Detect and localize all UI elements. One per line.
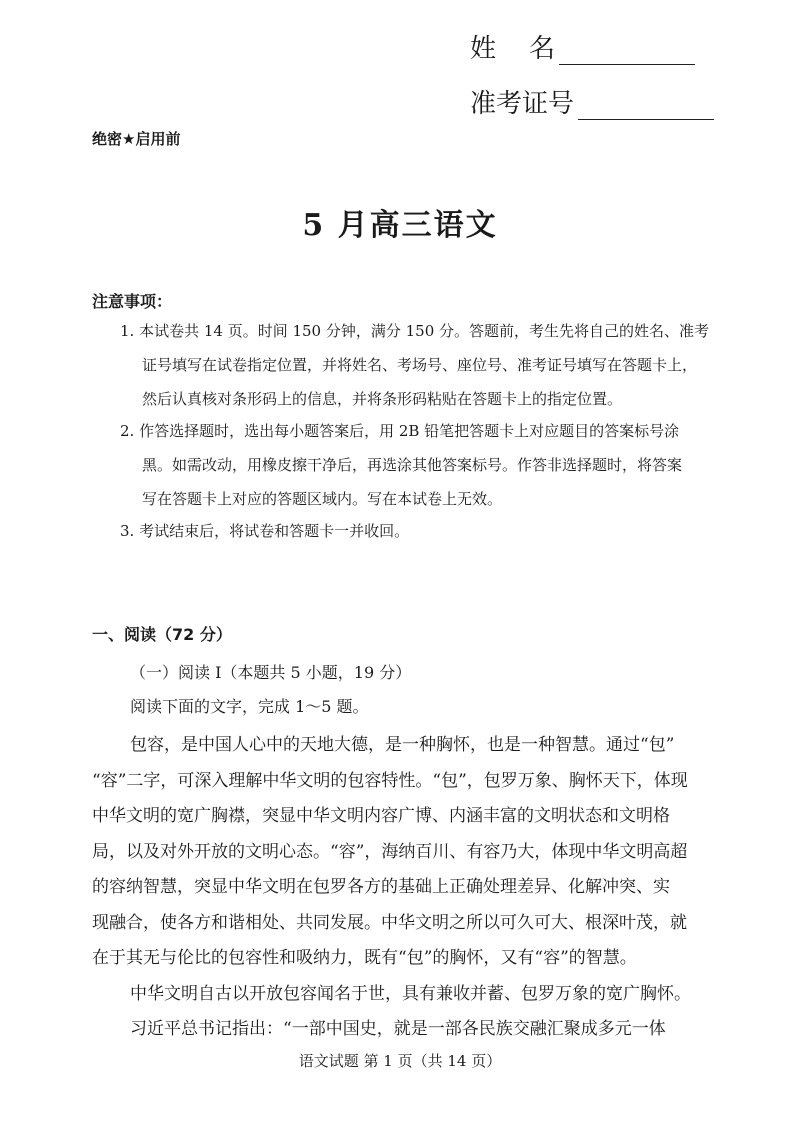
passage-line: 习近平总书记指出：“一部中国史，就是一部各民族交融汇聚成多元一体 xyxy=(130,1019,666,1039)
reading-instruction: 阅读下面的文字，完成 1～5 题。 xyxy=(130,697,369,716)
name-field[interactable] xyxy=(470,28,695,65)
note-line: 证号填写在试卷指定位置，并将姓名、考场号、座位号、准考证号填写在答题卡上， xyxy=(142,356,698,374)
passage-line: 中华文明的宽广胸襟，突显中华文明内容广博、内涵丰富的文明状态和文明格 xyxy=(92,806,670,826)
section-heading: 一、阅读（72 分） xyxy=(92,625,232,644)
note-line: 3. 考试结束后，将试卷和答题卡一并收回。 xyxy=(120,522,410,540)
page-footer: 语文试题 第 1 页（共 14 页） xyxy=(298,1052,502,1070)
passage-line: 中华文明自古以开放包容闻名于世，具有兼收并蓄、包罗万象的宽广胸怀。 xyxy=(130,983,691,1004)
reading-passage xyxy=(92,728,714,1048)
passage-line: 现融合，使各方和谐相处、共同发展。中华文明之所以可久可大、根深叶茂，就 xyxy=(92,912,687,933)
subsection-heading: （一）阅读 Ⅰ（本题共 5 小题，19 分） xyxy=(130,663,412,682)
passage-line: 在于其无与伦比的包容性和吸纳力，既有“包”的胸怀，又有“容”的智慧。 xyxy=(92,948,637,968)
exam-id-blank-line[interactable] xyxy=(578,95,714,120)
name-label: 姓 名 xyxy=(470,34,556,64)
passage-line: 的容纳智慧，突显中华文明在包罗各方的基础上正确处理差异、化解冲突、实 xyxy=(92,877,670,897)
note-line: 写在答题卡上对应的答题区域内。写在本试卷上无效。 xyxy=(142,490,503,508)
name-blank-line[interactable] xyxy=(559,40,695,65)
passage-line: 包容，是中国人心中的天地大德，是一种胸怀，也是一种智慧。通过“包” xyxy=(130,735,675,755)
note-line: 2. 作答选择题时，选出每小题答案后，用 2B 铅笔把答题卡上对应题目的答案标号涂 xyxy=(120,422,680,440)
page-title: 5 月高三语文 xyxy=(302,208,498,243)
exam-id-field[interactable] xyxy=(470,83,714,120)
passage-line: “容”二字，可深入理解中华文明的包容特性。“包”，包罗万象、胸怀天下，体现 xyxy=(92,770,688,791)
note-line: 黑。如需改动，用橡皮擦干净后，再选涂其他答案标号。作答非选择题时，将答案 xyxy=(142,456,683,474)
exam-id-label: 准考证号 xyxy=(470,89,575,119)
note-line: 1. 本试卷共 14 页。时间 150 分钟，满分 150 分。答题前，考生先将自己的姓名、准考 xyxy=(120,322,710,340)
passage-line: 局，以及对外开放的文明心态。“容”，海纳百川、有容乃大，体现中华文明高超 xyxy=(92,841,688,862)
confidential-mark: 绝密★启用前 xyxy=(92,130,181,148)
note-item xyxy=(120,414,720,516)
note-item xyxy=(120,314,720,416)
notes-title: 注意事项： xyxy=(92,292,173,311)
note-line: 然后认真核对条形码上的信息，并将条形码粘贴在答题卡上的指定位置。 xyxy=(142,390,623,408)
note-item xyxy=(120,514,720,548)
